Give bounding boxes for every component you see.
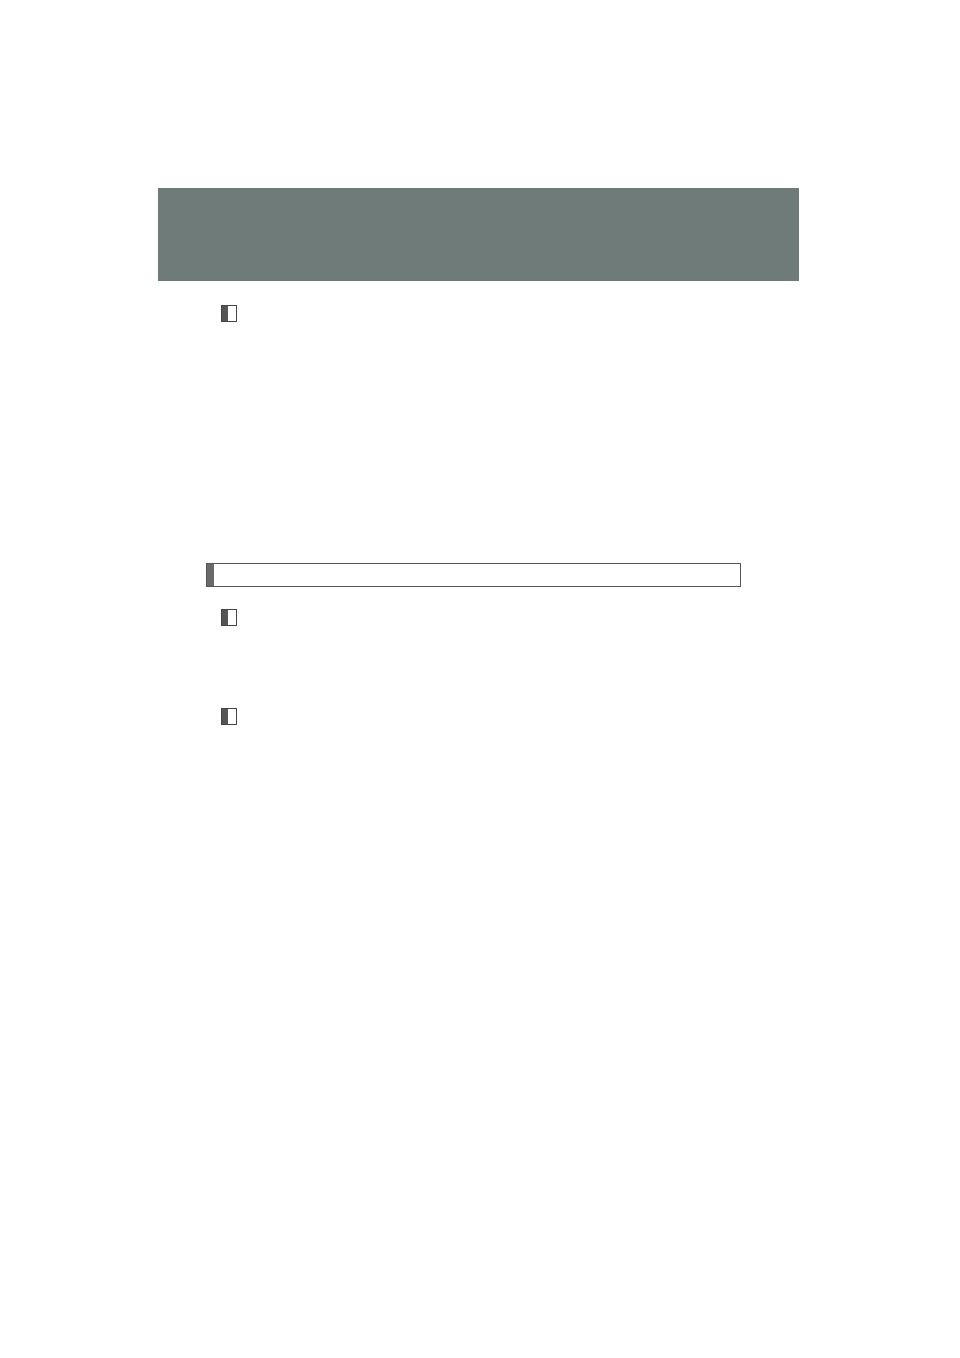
tune-scroll-knob-icon: [303, 803, 363, 877]
knob-line: [293, 972, 373, 1046]
step-badge: [221, 305, 237, 322]
tune-scroll-knob-icon: [303, 422, 363, 496]
section-bar: [207, 564, 214, 586]
knob-line: [293, 422, 373, 496]
section-heading: [206, 563, 741, 587]
tune-scroll-knob-icon: [284, 633, 344, 707]
tune-scroll-knob-icon: [303, 972, 363, 1046]
step-badge-number: [228, 709, 236, 724]
step-badge-number: [228, 610, 236, 625]
knob-line: [293, 803, 373, 877]
chapter-header: [158, 188, 799, 281]
step-badge: [221, 609, 237, 626]
knob-line: [274, 633, 354, 707]
step-badge-number: [228, 306, 236, 321]
step-badge: [221, 708, 237, 725]
